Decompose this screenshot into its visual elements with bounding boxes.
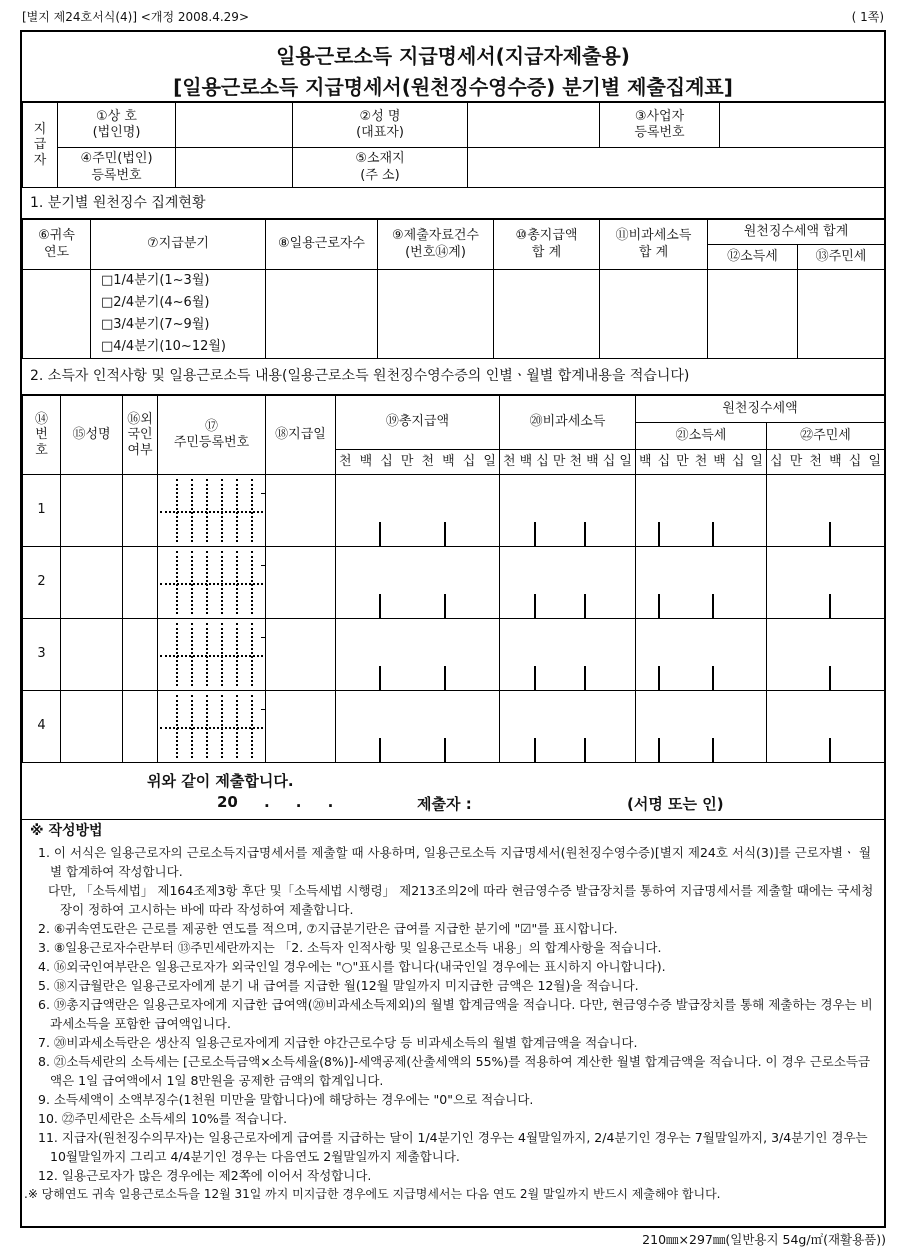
section2-heading: 2. 소득자 인적사항 및 일용근로소득 내용(일용근로소득 원천징수영수증의 인별ㆍ월별 합계내용을 적습니다) (22, 357, 884, 395)
instruction-item: 6. ⑲총지급액란은 일용근로자에게 지급한 급여액(⑳비과세소득제외)의 월별 합계금액을 적습니다. 다만, 현금영수증 발급장치를 통해 제출하는 경우는 비과세소득을 포함한 급여액입니다. (38, 997, 873, 1031)
digit-label: 천 (569, 453, 583, 469)
instruction-item: 3. ⑧일용근로자수란부터 ⑬주민세란까지는 「2. 소득자 인적사항 및 일용근로소득 내용」의 합계사항을 적습니다. (38, 940, 662, 955)
digit-separator (379, 738, 381, 762)
title-line2: [일용근로소득 지급명세서(원천징수영수증) 분기별 제출집계표] (173, 75, 733, 99)
worker-count-field[interactable] (266, 270, 378, 359)
company-name-label: ①상 호 (법인명) (58, 103, 176, 148)
digit-separator (658, 738, 660, 762)
total-pay-field[interactable] (336, 547, 500, 619)
total-pay-field[interactable] (494, 270, 600, 359)
company-name-field[interactable] (176, 103, 293, 148)
digit-separator (829, 522, 831, 546)
digit-label: 백 (359, 453, 373, 469)
digit-label: 일 (619, 453, 632, 469)
digit-label: 백 (639, 453, 652, 469)
digit-separator (712, 738, 714, 762)
col-pay-month: ⑱지급일 (266, 396, 336, 475)
digit-label: 만 (676, 453, 689, 469)
dotted-divider (160, 511, 263, 513)
rrn-field[interactable] (158, 619, 266, 691)
instruction-item: 10. ㉒주민세란은 소득세의 10%를 적습니다. (38, 1111, 288, 1126)
digit-label: 백 (519, 453, 533, 469)
digit-label: 천 (809, 453, 822, 469)
pay-month-field[interactable] (266, 475, 336, 547)
digit-separator (829, 738, 831, 762)
rrn-field[interactable] (158, 691, 266, 763)
col-quarter: ⑦지급분기 (91, 220, 266, 270)
instruction-item: 8. ㉑소득세란의 소득세는 [근로소득금액×소득세율(8%)]-세액공제(산출세액의 55%)를 적용하여 계산한 월별 합계금액을 적습니다. 이 경우 근로소득금액은 1일 급여액에서 1일 8만원을 공제한 금액의 합계입니다. (38, 1054, 871, 1088)
nontaxable-field[interactable] (600, 270, 708, 359)
resident-tax-field[interactable] (798, 270, 885, 359)
digit-separator (584, 738, 586, 762)
pay-month-field[interactable] (266, 691, 336, 763)
footnote: .※ 당해연도 귀속 일용근로소득을 12월 31일 까지 미지급한 경우에도 지급명세서는 다음 연도 2월 말일까지 반드시 제출해야 합니다. (24, 1187, 721, 1201)
col-record-count: ⑨제출자료건수 (번호⑭계) (378, 220, 494, 270)
col-total-pay: ⑲총지급액 (336, 396, 500, 450)
section1-heading: 1. 분기별 원천징수 집계현황 (22, 187, 884, 219)
instruction-item: 11. 지급자(원천징수의무자)는 일용근로자에게 급여를 지급하는 달이 1/4분기인 경우는 4월말일까지, 2/4분기인 경우는 7월말일까지, 3/4분기인 경우는 10월말일까지 그리고 4/4분기인 경우는 다음연도 2월말일까지 제출합니다. (38, 1130, 868, 1164)
digit-label: 십 (380, 453, 393, 469)
digits-income-tax (636, 454, 766, 470)
foreigner-field[interactable] (123, 619, 158, 691)
col-resident-tax: ㉒주민세 (767, 423, 885, 450)
page-number: ( 1쪽) (851, 10, 884, 24)
form-id: [별지 제24호서식(4)] <개정 2008.4.29> (22, 10, 249, 24)
dotted-divider (160, 655, 263, 657)
row-number: 3 (23, 619, 61, 691)
representative-field[interactable] (468, 103, 600, 148)
quarter-checkbox-3[interactable]: □3/4분기(7~9월) (101, 317, 210, 332)
representative-label: ②성 명 (대표자) (293, 103, 468, 148)
digit-separator (534, 594, 536, 618)
quarter-checkbox-2[interactable]: □2/4분기(4~6월) (101, 295, 210, 310)
digit-separator (444, 594, 446, 618)
payer-label: 지 급 자 (23, 103, 58, 188)
digit-label: 십 (731, 453, 745, 469)
col-nontaxable: ⑳비과세소득 (500, 396, 636, 450)
instruction-item: 다만, 「소득세법」 제164조제3항 후단 및「소득세법 시행령」 제213조의2에 따라 현금영수증 발급장치를 통하여 지급명세서를 제출할 때에는 국세청장이 정하여 고시하는 바에 따라 작성하여 제출합니다. (48, 883, 874, 917)
digit-label: 일 (750, 453, 763, 469)
table-row (23, 619, 885, 691)
digit-separator (379, 522, 381, 546)
col-year: ⑥귀속 연도 (23, 220, 91, 270)
rrn-field[interactable] (158, 475, 266, 547)
table-row (23, 475, 885, 547)
instructions-title: ※ 작성방법 (30, 823, 103, 839)
digit-separator (584, 666, 586, 690)
quarter-options (91, 270, 266, 359)
instruction-item: 7. ⑳비과세소득란은 생산직 일용근로자에게 지급한 야간근로수당 등 비과세소득의 월별 합계금액을 적습니다. (38, 1035, 638, 1050)
digit-separator (712, 666, 714, 690)
instruction-item: 5. ⑱지급월란은 일용근로자에게 분기 내 급여를 지급한 월(12월 말일까지 미지급한 금액은 12월)을 적습니다. (38, 978, 639, 993)
section1-table (22, 219, 884, 359)
quarter-checkbox-1[interactable]: □1/4분기(1~3월) (101, 273, 210, 288)
signature-field[interactable]: (서명 또는 인) (627, 795, 724, 813)
rrn-dash (261, 709, 265, 710)
submission-date[interactable]: 20 . . . (217, 793, 334, 811)
digit-label: 천 (694, 453, 708, 469)
col-name: ⑮성명 (61, 396, 123, 475)
rrn-dash (261, 637, 265, 638)
digit-separator (712, 594, 714, 618)
digits-resident-tax (767, 454, 884, 470)
foreigner-field[interactable] (123, 547, 158, 619)
payer-section (22, 102, 884, 188)
digit-separator (379, 666, 381, 690)
digit-label: 십 (602, 453, 616, 469)
pay-month-field[interactable] (266, 619, 336, 691)
digit-label: 십 (657, 453, 671, 469)
digits-nontaxable (500, 454, 635, 470)
col-foreigner: ⑯외 국인 여부 (123, 396, 158, 475)
income-tax-field[interactable] (636, 619, 767, 691)
instruction-item: 12. 일용근로자가 많은 경우에는 제2쪽에 이어서 작성합니다. (38, 1168, 372, 1183)
dotted-divider (160, 583, 263, 585)
digit-separator (444, 522, 446, 546)
digit-label: 십 (770, 453, 783, 469)
name-field[interactable] (61, 691, 123, 763)
instruction-item: 4. ⑯외국인여부란은 일용근로자가 외국인일 경우에는 "○"표시를 합니다(내국인일 경우에는 표시하지 아니합니다). (38, 959, 666, 974)
digit-separator (534, 522, 536, 546)
digit-label: 천 (503, 453, 516, 469)
digit-separator (444, 738, 446, 762)
income-tax-field[interactable] (708, 270, 798, 359)
col-resident-tax: ⑬주민세 (798, 245, 885, 270)
col-nontaxable: ⑪비과세소득 합 계 (600, 220, 708, 270)
name-field[interactable] (61, 475, 123, 547)
digit-label: 십 (462, 453, 476, 469)
nontaxable-field[interactable] (500, 547, 636, 619)
digit-separator (658, 594, 660, 618)
rrn-dash (261, 493, 265, 494)
section2-table (22, 395, 884, 763)
table-row (23, 691, 885, 763)
digit-label: 백 (442, 453, 455, 469)
col-total-pay: ⑩총지급액 합 계 (494, 220, 600, 270)
total-pay-field[interactable] (336, 475, 500, 547)
nontaxable-field[interactable] (500, 691, 636, 763)
digit-separator (379, 594, 381, 618)
digit-label: 천 (421, 453, 435, 469)
digit-separator (829, 666, 831, 690)
digit-label: 백 (713, 453, 726, 469)
income-tax-field[interactable] (636, 691, 767, 763)
address-label: ⑤소재지 (주 소) (293, 148, 468, 188)
digit-separator (584, 522, 586, 546)
submitter-label: 제출자 : (417, 795, 472, 813)
submission-block (22, 762, 884, 820)
digit-label: 일 (868, 453, 881, 469)
quarter-checkbox-4[interactable]: □4/4분기(10~12월) (101, 339, 226, 354)
record-count-field[interactable] (378, 270, 494, 359)
resident-tax-field[interactable] (767, 619, 885, 691)
business-reg-field[interactable] (720, 103, 885, 148)
resident-reg-field[interactable] (176, 148, 293, 188)
total-pay-field[interactable] (336, 691, 500, 763)
nontaxable-field[interactable] (500, 619, 636, 691)
digit-separator (658, 666, 660, 690)
dotted-divider (160, 727, 263, 729)
digit-label: 백 (586, 453, 599, 469)
instruction-item: 1. 이 서식은 일용근로자의 근로소득지급명세서를 제출할 때 사용하며, 일용근로소득 지급명세서(원천징수영수증)[별지 제24호 서식(3)]를 근로자별ㆍ 월별 합계하여 작성합니다. (38, 845, 872, 879)
digit-label: 십 (536, 453, 549, 469)
business-reg-label: ③사업자 등록번호 (600, 103, 720, 148)
submission-statement: 위와 같이 제출합니다. (147, 772, 294, 790)
digit-label: 백 (829, 453, 842, 469)
digit-separator (444, 666, 446, 690)
paper-spec: 210㎜×297㎜(일반용지 54g/㎡(재활용품)) (642, 1232, 886, 1247)
foreigner-field[interactable] (123, 691, 158, 763)
pay-month-field[interactable] (266, 547, 336, 619)
digit-label: 만 (789, 453, 803, 469)
digit-label: 천 (339, 453, 352, 469)
col-income-tax: ⑫소득세 (708, 245, 798, 270)
col-number: ⑭ 번 호 (23, 396, 61, 475)
digit-separator (584, 594, 586, 618)
digit-separator (712, 522, 714, 546)
digit-label: 십 (848, 453, 862, 469)
instruction-item: 2. ⑥귀속연도란은 근로를 제공한 연도를 적으며, ⑦지급분기란은 급여를 지급한 분기에 "☑"를 표시합니다. (38, 921, 618, 936)
instructions (22, 820, 884, 1206)
row-number: 2 (23, 547, 61, 619)
col-withholding-tax: 원천징수세액 (636, 396, 885, 423)
resident-tax-field[interactable] (767, 691, 885, 763)
form-title (22, 32, 884, 102)
col-income-tax: ㉑소득세 (636, 423, 767, 450)
col-worker-count: ⑧일용근로자수 (266, 220, 378, 270)
income-tax-field[interactable] (636, 475, 767, 547)
row-number: 1 (23, 475, 61, 547)
year-field[interactable] (23, 270, 91, 359)
table-row (23, 547, 885, 619)
digits-total-pay (336, 454, 499, 470)
digit-label: 일 (483, 453, 496, 469)
digit-label: 만 (552, 453, 566, 469)
col-tax-total: 원천징수세액 합계 (708, 220, 885, 245)
digit-separator (534, 666, 536, 690)
digit-separator (829, 594, 831, 618)
title-line1: 일용근로소득 지급명세서(지급자제출용) (276, 44, 630, 68)
digit-separator (658, 522, 660, 546)
foreigner-field[interactable] (123, 475, 158, 547)
rrn-field[interactable] (158, 547, 266, 619)
digit-label: 만 (400, 453, 414, 469)
digit-separator (534, 738, 536, 762)
name-field[interactable] (61, 619, 123, 691)
resident-tax-field[interactable] (767, 547, 885, 619)
nontaxable-field[interactable] (500, 475, 636, 547)
address-field[interactable] (468, 148, 885, 188)
resident-tax-field[interactable] (767, 475, 885, 547)
rrn-dash (261, 565, 265, 566)
total-pay-field[interactable] (336, 619, 500, 691)
form (20, 30, 886, 1228)
instruction-item: 9. 소득세액이 소액부징수(1천원 미만을 말합니다)에 해당하는 경우에는 "0"으로 적습니다. (38, 1092, 534, 1107)
name-field[interactable] (61, 547, 123, 619)
income-tax-field[interactable] (636, 547, 767, 619)
resident-reg-label: ④주민(법인) 등록번호 (58, 148, 176, 188)
row-number: 4 (23, 691, 61, 763)
col-rrn: ⑰ 주민등록번호 (158, 396, 266, 475)
